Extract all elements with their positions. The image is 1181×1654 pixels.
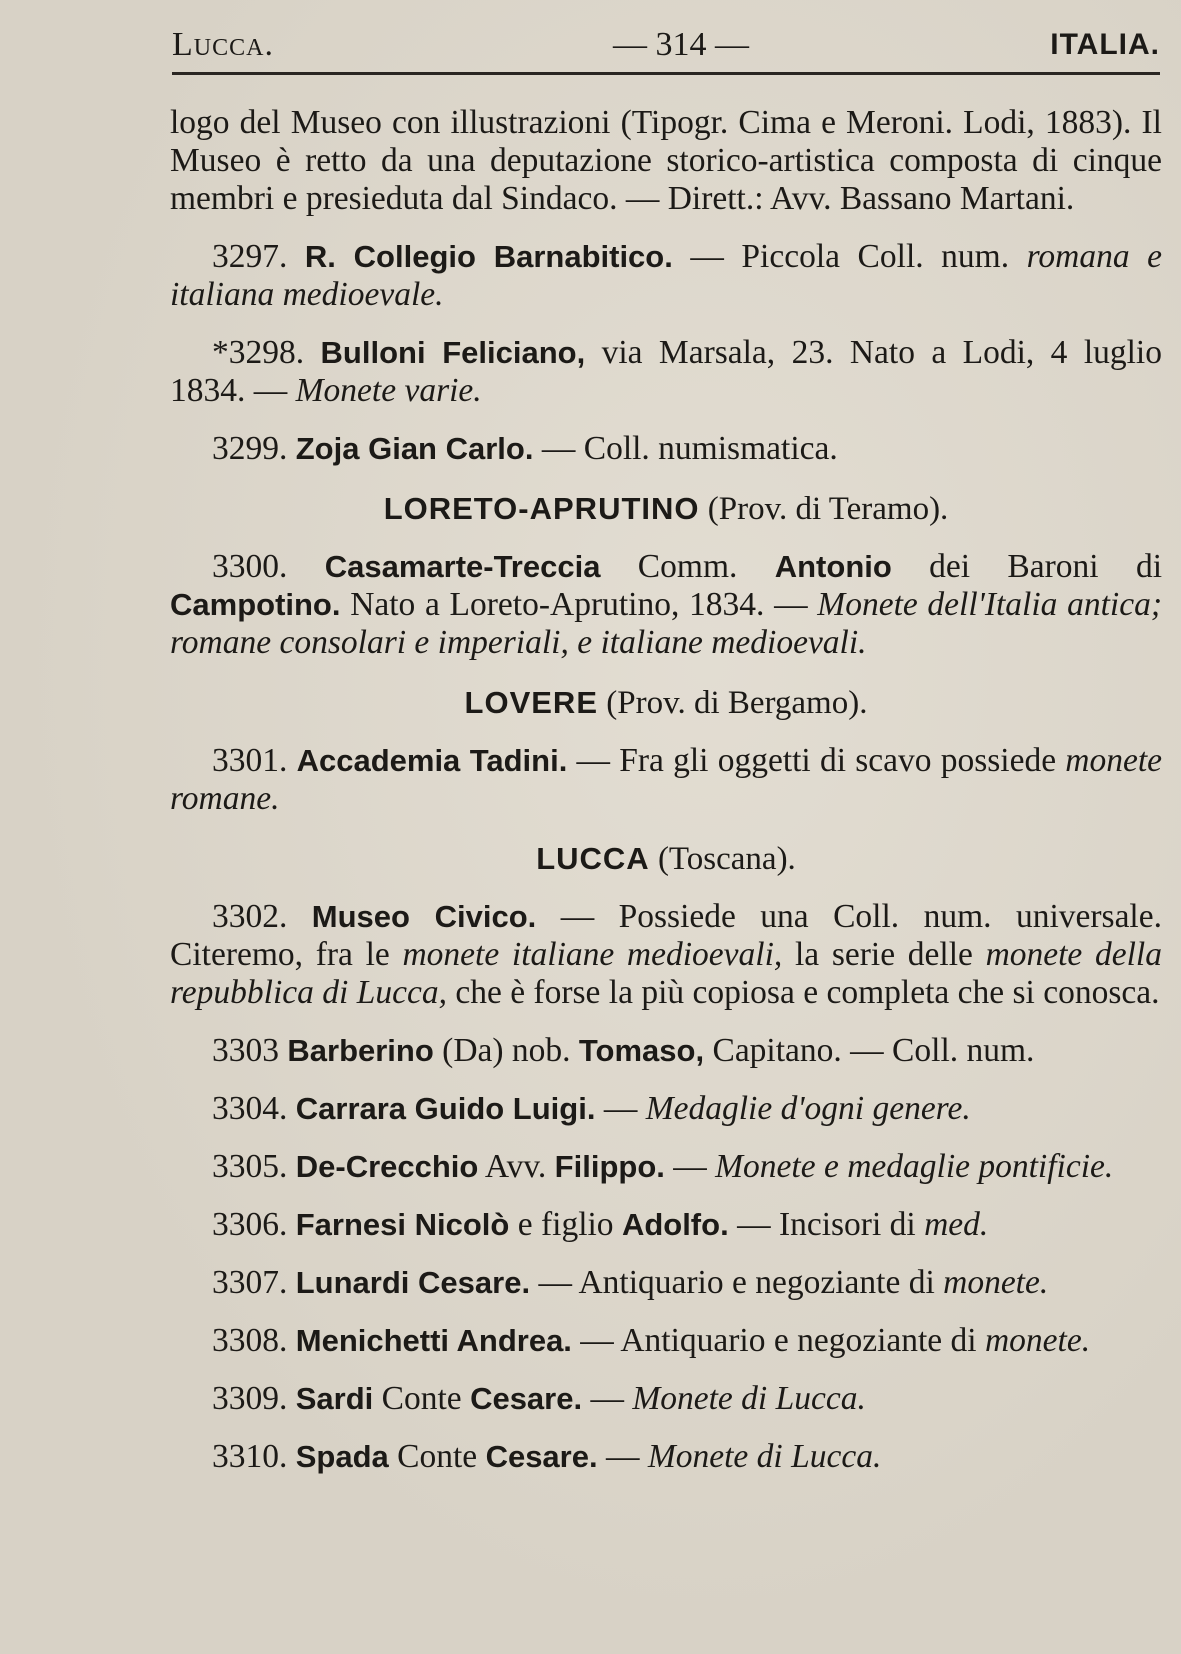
entry-number: 3306. [212,1206,288,1243]
entry-italic: monete italiane medioevali, [402,936,783,973]
entry-3300 [170,548,1162,662]
entry-name: Zoja Gian Carlo. [295,431,534,466]
entry-3298 [170,334,1162,410]
entry-text: — Antiquario e negoziante di [571,1322,985,1359]
entry-3307 [170,1264,1162,1302]
place-name: LORETO-APRUTINO [383,491,700,526]
entry-name: Museo Civico. [311,899,537,934]
place-province: (Prov. di Teramo). [699,491,949,527]
entry-text: — Piccola Coll. num. [672,238,1010,275]
entry-italic: monete. [984,1322,1091,1359]
entry-text: Conte [388,1438,486,1475]
place-heading-loreto [170,490,1162,528]
entry-text-3: Nato a Loreto-Aprutino, 1834. — [340,586,818,623]
entry-text: (Da) nob. [433,1032,579,1069]
place-heading-lovere [170,684,1162,722]
entry-name-2: Cesare. [470,1381,583,1416]
header-divider [172,72,1160,75]
page-body [170,104,1162,1476]
entry-italic: med. [924,1206,989,1243]
header-country: ITALIA. [1050,28,1160,61]
entry-text: Comm. [600,548,775,585]
entry-number: 3305. [212,1148,288,1185]
entry-3302 [170,898,1162,1012]
entry-3303 [170,1032,1162,1070]
entry-italic: Monete varie. [295,372,482,409]
entry-text-2: Capitano. — Coll. num. [704,1032,1035,1069]
entry-text: e figlio [509,1206,622,1243]
entry-3309 [170,1380,1162,1418]
entry-italic: monete. [943,1264,1049,1301]
entry-number: 3307. [212,1264,288,1301]
entry-3305 [170,1148,1162,1186]
entry-name: R. Collegio Barnabitico. [304,239,673,274]
entry-italic-2: monete della repubblica di Lucca, [170,936,1162,1011]
place-province: (Prov. di Bergamo). [598,685,868,721]
entry-italic: monete romane. [170,742,1163,817]
entry-name: Spada [295,1439,389,1474]
entry-italic: Medaglie d'ogni genere. [645,1090,971,1127]
entry-text: — Fra gli oggetti di scavo possiede [567,742,1066,779]
entry-text-2: — [664,1148,716,1185]
entry-3308 [170,1322,1162,1360]
entry-italic: Monete di Lucca. [647,1438,882,1475]
entry-3301 [170,742,1162,818]
entry-name: Bulloni Feliciano, [320,335,586,370]
entry-number: *3298. [212,334,305,371]
entry-number: 3299. [212,430,288,467]
place-name: LOVERE [464,685,598,720]
entry-text: — [595,1090,646,1127]
entry-number: 3309. [212,1380,288,1417]
entry-name: Carrara Guido Luigi. [295,1091,596,1126]
entry-3297 [170,238,1162,314]
entry-name: De-Crecchio [295,1149,479,1184]
entry-italic: Monete di Lucca. [632,1380,866,1417]
entry-number: 3300. [212,548,288,585]
entry-text-2: — [582,1380,633,1417]
entry-text-2: dei Baroni di [891,548,1162,585]
place-heading-lucca [170,840,1162,878]
entry-number: 3303 [212,1032,279,1069]
entry-name: Accademia Tadini. [296,743,568,778]
place-name: LUCCA [536,841,650,876]
entry-italic: Monete e medaglie pontificie. [715,1148,1114,1185]
entry-number: 3302. [212,898,288,935]
entry-name: Barberino [287,1033,434,1068]
entry-italic: romana e italiana medioevale. [170,238,1163,313]
entry-name-2: Antonio [774,549,892,584]
entry-name: Lunardi Cesare. [295,1265,531,1300]
entry-name: Menichetti Andrea. [295,1323,572,1358]
entry-text-3: che è forse la più copiosa e completa che si conosca. [446,974,1160,1011]
entry-text-2: — Incisori di [728,1206,925,1243]
entry-text: — Coll. numismatica. [533,430,838,467]
entry-text-2: — [597,1438,648,1475]
entry-number: 3297. [212,238,288,275]
entry-number: 3301. [212,742,288,779]
entry-number: 3308. [212,1322,288,1359]
entry-name: Sardi [295,1381,374,1416]
entry-text-2: la serie delle [782,936,986,973]
entry-text: Conte [373,1380,471,1417]
entry-italic: Monete dell'Italia antica; romane consolari e imperiali, e italiane medioevali. [170,586,1162,661]
entry-name-2: Cesare. [485,1439,598,1474]
entry-3304 [170,1090,1162,1128]
entry-name-2: Adolfo. [621,1207,729,1242]
entry-name: Casamarte-Treccia [324,549,601,584]
place-province: (Toscana). [649,841,796,877]
entry-3310 [170,1438,1162,1476]
entry-name-2: Tomaso, [578,1033,705,1068]
header-city: Lucca. [172,26,274,63]
entry-number: 3304. [212,1090,288,1127]
entry-name-3: Campotino. [170,587,341,622]
entry-number: 3310. [212,1438,288,1475]
entry-3306 [170,1206,1162,1244]
entry-name: Farnesi Nicolò [295,1207,510,1242]
entry-text: — Antiquario e negoziante di [530,1264,944,1301]
entry-name-2: Filippo. [554,1149,665,1184]
running-header [172,20,1160,74]
entry-text: Avv. [478,1148,555,1185]
entry-text: — Possiede una Coll. num. universale. Citeremo, fra le [170,898,1162,973]
continuation-paragraph: logo del Museo con illustrazioni (Tipogr. Cima e Meroni. Lodi, 1883). Il Museo è retto da una deputazione storico-artistica composta di cinque membri e presieduta dal Sindaco. — Dirett.: Avv. Bassano Martani. [170,104,1162,217]
header-page-number: — 314 — [613,26,749,63]
entry-text: via Marsala, 23. Nato a Lodi, 4 luglio 1834. — [170,334,1162,409]
entry-3299 [170,430,1162,468]
